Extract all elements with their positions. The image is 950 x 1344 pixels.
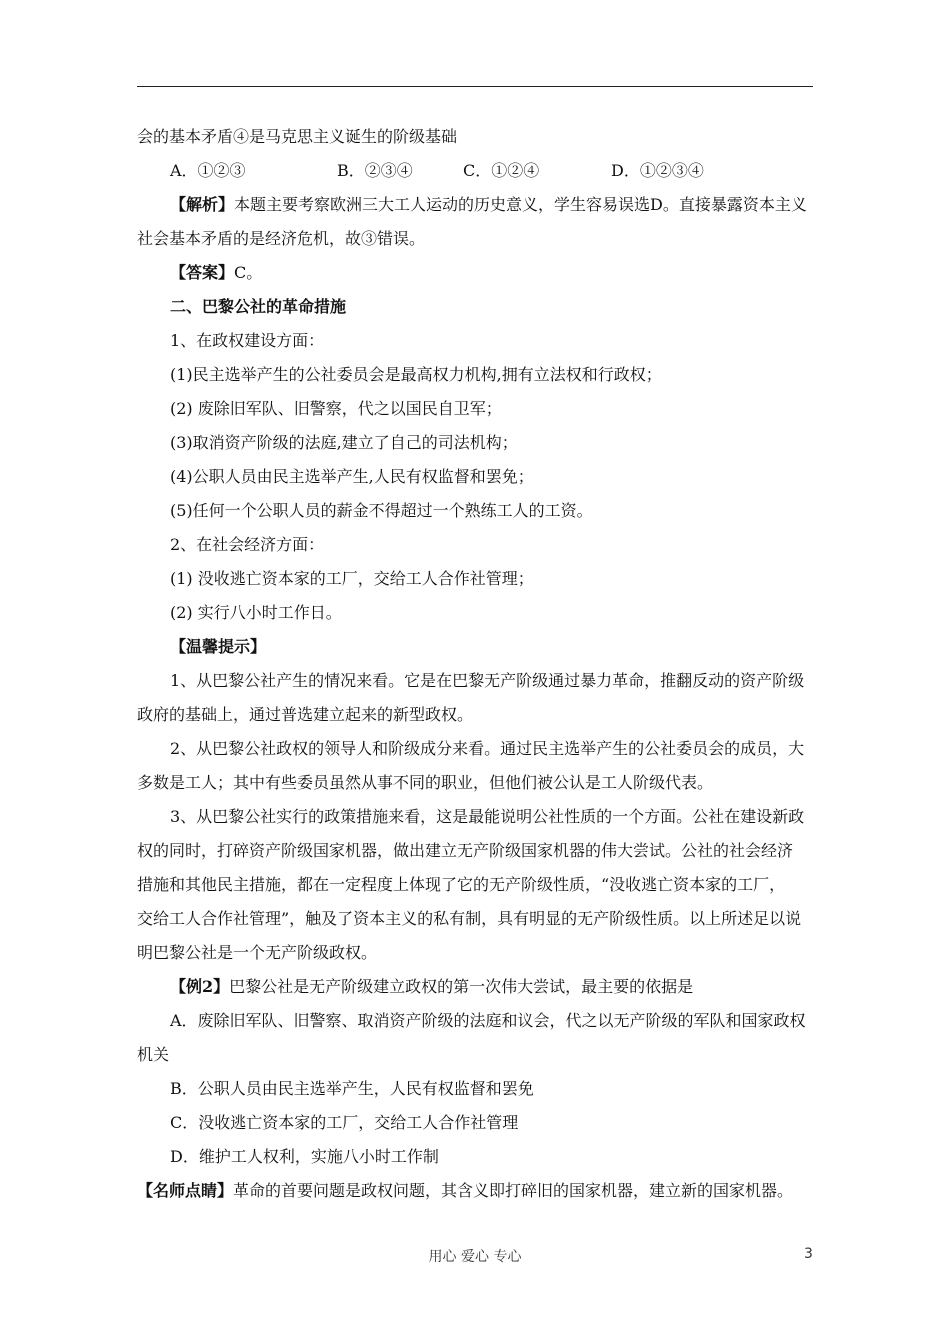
text-line: 措施和其他民主措施，都在一定程度上体现了它的无产阶级性质，“没收逃亡资本家的工厂，: [137, 875, 786, 894]
option-c: C．①②④: [463, 161, 540, 180]
teacher-note-text: 革命的首要问题是政权问题，其含义即打碎旧的国家机器，建立新的国家机器。: [233, 1181, 794, 1200]
list-item: (1) 没收逃亡资本家的工厂，交给工人合作社管理；: [170, 569, 534, 588]
option-a-cont: 机关: [137, 1045, 170, 1064]
section-heading: 二、巴黎公社的革命措施: [170, 297, 347, 316]
example-text: 巴黎公社是无产阶级建立政权的第一次伟大尝试，最主要的依据是: [229, 977, 694, 996]
list-item: (4)公职人员由民主选举产生,人民有权监督和罢免；: [170, 467, 534, 486]
teacher-note-tag: 【名师点睛】: [137, 1181, 234, 1200]
text-line: 政府的基础上，通过普选建立起来的新型政权。: [137, 705, 474, 724]
teacher-note-line: [137, 1174, 817, 1208]
analysis-tag: 【解析】: [170, 195, 235, 214]
answer-line: [137, 256, 817, 290]
answer-tag: 【答案】: [170, 263, 235, 282]
option-a: A．①②③: [170, 161, 246, 180]
example-line: [137, 970, 817, 1004]
text-line: 1、从巴黎公社产生的情况来看。它是在巴黎无产阶级通过暴力革命，推翻反动的资产阶级: [170, 671, 805, 690]
text-line: 社会基本矛盾的是经济危机，故③错误。: [137, 229, 426, 248]
list-item: (5)任何一个公职人员的薪金不得超过一个熟练工人的工资。: [170, 501, 593, 520]
options-row: [137, 154, 817, 188]
footer-motto: 用心 爱心 专心: [428, 1249, 522, 1265]
text-line: 权的同时，打碎资产阶级国家机器，做出建立无产阶级国家机器的伟大尝试。公社的社会经济: [137, 841, 794, 860]
example-tag: 【例2】: [170, 977, 230, 996]
option-b: B．公职人员由民主选举产生，人民有权监督和罢免: [170, 1079, 534, 1098]
text-line: 交给工人合作社管理”，触及了资本主义的私有制，具有明显的无产阶级性质。以上所述足以说: [137, 909, 802, 928]
tip-heading: 【温馨提示】: [170, 637, 267, 656]
option-b: B．②③④: [337, 161, 413, 180]
text-line: 3、从巴黎公社实行的政策措施来看，这是最能说明公社性质的一个方面。公社在建设新政: [170, 807, 805, 826]
page-number: 3: [804, 1246, 813, 1262]
analysis-line: [137, 188, 817, 222]
document-body: [137, 120, 817, 1208]
list-item: (2) 废除旧军队、旧警察，代之以国民自卫军；: [170, 399, 502, 418]
list-item: (2) 实行八小时工作日。: [170, 603, 342, 622]
list-item: (3)取消资产阶级的法庭,建立了自己的司法机构；: [170, 433, 518, 452]
option-a: A．废除旧军队、旧警察、取消资产阶级的法庭和议会，代之以无产阶级的军队和国家政权: [170, 1011, 806, 1030]
option-d: D．维护工人权利，实施八小时工作制: [170, 1147, 439, 1166]
subsection-title: 1、在政权建设方面：: [170, 331, 325, 350]
list-item: (1)民主选举产生的公社委员会是最高权力机构,拥有立法权和行政权；: [170, 365, 662, 384]
subsection-title: 2、在社会经济方面：: [170, 535, 325, 554]
option-d: D．①②③④: [611, 161, 704, 180]
header-rule: [137, 86, 813, 87]
answer-text: C。: [234, 263, 263, 282]
text-line: 明巴黎公社是一个无产阶级政权。: [137, 943, 378, 962]
analysis-text: 本题主要考察欧洲三大工人运动的历史意义，学生容易误选D。直接暴露资本主义: [234, 195, 807, 214]
text-line: 多数是工人；其中有些委员虽然从事不同的职业，但他们被公认是工人阶级代表。: [137, 773, 714, 792]
text-line: 会的基本矛盾④是马克思主义诞生的阶级基础: [137, 127, 458, 146]
option-c: C．没收逃亡资本家的工厂，交给工人合作社管理: [170, 1113, 519, 1132]
text-line: 2、从巴黎公社政权的领导人和阶级成分来看。通过民主选举产生的公社委员会的成员，大: [170, 739, 805, 758]
